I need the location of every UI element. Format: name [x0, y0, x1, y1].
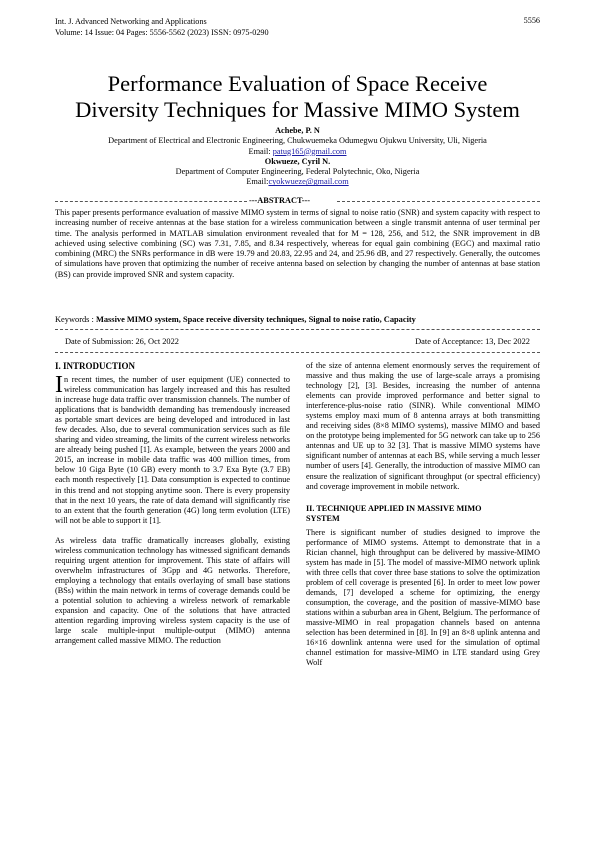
page-number: 5556 [523, 16, 540, 25]
abstract-rule [55, 196, 540, 206]
keywords-text: Massive MIMO system, Space receive diversity techniques, Signal to noise ratio, Capacity [95, 315, 416, 324]
author-email-link[interactable]: cyokwueze@gmail.com [268, 177, 349, 187]
section-heading: I. INTRODUCTION [55, 361, 136, 371]
column-right [306, 361, 540, 668]
paper-title [40, 71, 555, 123]
author-email-link[interactable]: patug165@gmail.com [272, 146, 347, 156]
keywords-line [55, 315, 540, 324]
title-line-1: Performance Evaluation of Space Receive [107, 71, 488, 96]
author-email-line [50, 177, 545, 187]
date-acceptance: Date of Acceptance: 13, Dec 2022 [415, 337, 530, 346]
paragraph: In recent times, the number of user equipment (UE) connected to wireless communication has largely increased and this has resulted in increase huge data traffic over transmission channels. The number of applications that is bandwidth demanding has tremendously increased as portable smart devices are being developed and introduced in last few decades. Also, due to several communication services such as file sharing and video streaming, the limits of the current wireless networks are already being pushed [1]. As example, between the years 2000 and 2015, an increase in mobile data traffic was 400 million times, from below 10 Giga Byte (10 GB) every month to 3.7 Exa Byte (3.7 EB) each month respectively [1]. Data consumption is expected to continue in this trend and not stopping anytime soon. There is every propensity that in the next 10 years, the rate of data demand will significantly rise to an extent that the fourth generation (4G) long term evolution (LTE) will not be able to support it [1]. [55, 372, 290, 525]
author-affiliation: Department of Electrical and Electronic Engineering, Chukwuemeka Odumegwu Ojukwu University, Uli, Nigeria [108, 136, 487, 146]
title-line-2: Diversity Techniques for Massive MIMO System [75, 97, 520, 122]
drop-cap: I [55, 372, 63, 398]
paragraph: of the size of antenna element enormously serves the requirement of massive and thus making the use of large-scale arrays a promising technology [2], [3]. Besides, increasing the number of antenna elements can provide improved performance and better signal to interference-plus-noise ratio (SINR). While conventional MIMO systems employ maxi mum of 8 antenna arrays at both transmitting and receiving sides (8×8 MIMO systems), massive MIMO and based on the prototype being implemented for 5G network can take up to 256 antennas and UE up to 32 [3]. That is massive MIMO systems have significant number of antennas at each BS, while serving a much lesser number of users [4]. Generally, the introduction of massive MIMO can ensure the realization of significant throughput (or spectral efficiency) and coverage improvement in mobile network. [306, 361, 540, 491]
paragraph: As wireless data traffic dramatically increases globally, existing wireless communication technology has witnessed significant demands requiring urgent attention for improvement. This state of affairs will overwhelm infrastructures of 3Gpp and 4G networks. Therefore, employing a technology that entails overlaying of small base stations (BSs) within the main network in terms of coverage demands could be a potential solution to achieving a wireless network of remarkable expansion and capacity. One of the solutions that have attracted attention regarding improving wireless system capacity is the use of large scale multiple-input multiple-output (MIMO) antenna arrangement called massive MIMO. The reduction [55, 535, 290, 646]
author-name: Achebe, P. N [275, 126, 320, 135]
keywords-label: Keywords : [55, 315, 94, 324]
paragraph: There is significant number of studies designed to improve the performance of MIMO systems. Attempt to demonstrate that in a Rician channel, high throughput can be delivered by massive-MIMO system has made in [5]. The model of massive-MIMO network uplink with three cells that cover three base stations to solve the optimization problem of cell coverage is presented [6]. In order to meet low power demands, [7] developed a scheme for optimizing, the energy consumption, the coverage, and the position of massive-MIMO base stations within a suburban area in Ghent, Belgium. The performance of massive-MIMO in real propagation channels based on antenna selection has been determined in [8]. In [9] an 8×8 uplink antenna and 16×16 downlink antenna were used for the simulation of optimal channel estimation for massive-MIMO in LTE standard using Grey Wolf [306, 527, 540, 668]
column-left [55, 361, 290, 646]
spacer [55, 526, 290, 536]
dates-line [55, 337, 540, 349]
author-email-line [50, 147, 545, 157]
journal-name: Int. J. Advanced Networking and Applications [55, 17, 207, 26]
author-block [50, 126, 545, 188]
abstract-label: ---ABSTRACT--- [249, 196, 311, 205]
author-affiliation: Department of Computer Engineering, Federal Polytechnic, Oko, Nigeria [175, 167, 420, 177]
date-submission: Date of Submission: 26, Oct 2022 [65, 337, 179, 346]
running-header [55, 16, 269, 38]
divider [337, 201, 540, 202]
email-label: Email: [248, 146, 271, 156]
divider [55, 329, 540, 330]
abstract-text: This paper presents performance evaluation of massive MIMO system in terms of signal to noise ratio (SNR) and system capacity with respect to increasing number of receive antennas at the base station for a wireless communication between a single transmit antenna of user terminal per time. The analysis performed in MATLAB simulation environment revealed that for M = 128, 256, and 512, the SNR improvement in dB achieved using selective combining (SC) was 7.31, 7.85, and 8.34 respectively, whereas for equal gain combining (EGC) and maximal ratio combining (MRC) the SNRs performance in dB were 19.79 and 20.83, 22.95 and 24, and 25.96 dB, and 27 respectively. Generally, the outcomes of simulations have proven that optimizing the number of receive antenna based on selection by changing the number of antennas at base station (BS) can provide improved SNR and system capacity. [55, 208, 540, 279]
email-label: Email: [246, 177, 269, 187]
divider [55, 352, 540, 353]
journal-volume: Volume: 14 Issue: 04 Pages: 5556-5562 (2023) ISSN: 0975-0290 [55, 28, 269, 37]
author-name: Okwueze, Cyril N. [264, 156, 331, 166]
divider [55, 201, 247, 202]
section-heading: II. TECHNIQUE APPLIED IN MASSIVE MIMO SYSTEM [306, 503, 482, 524]
